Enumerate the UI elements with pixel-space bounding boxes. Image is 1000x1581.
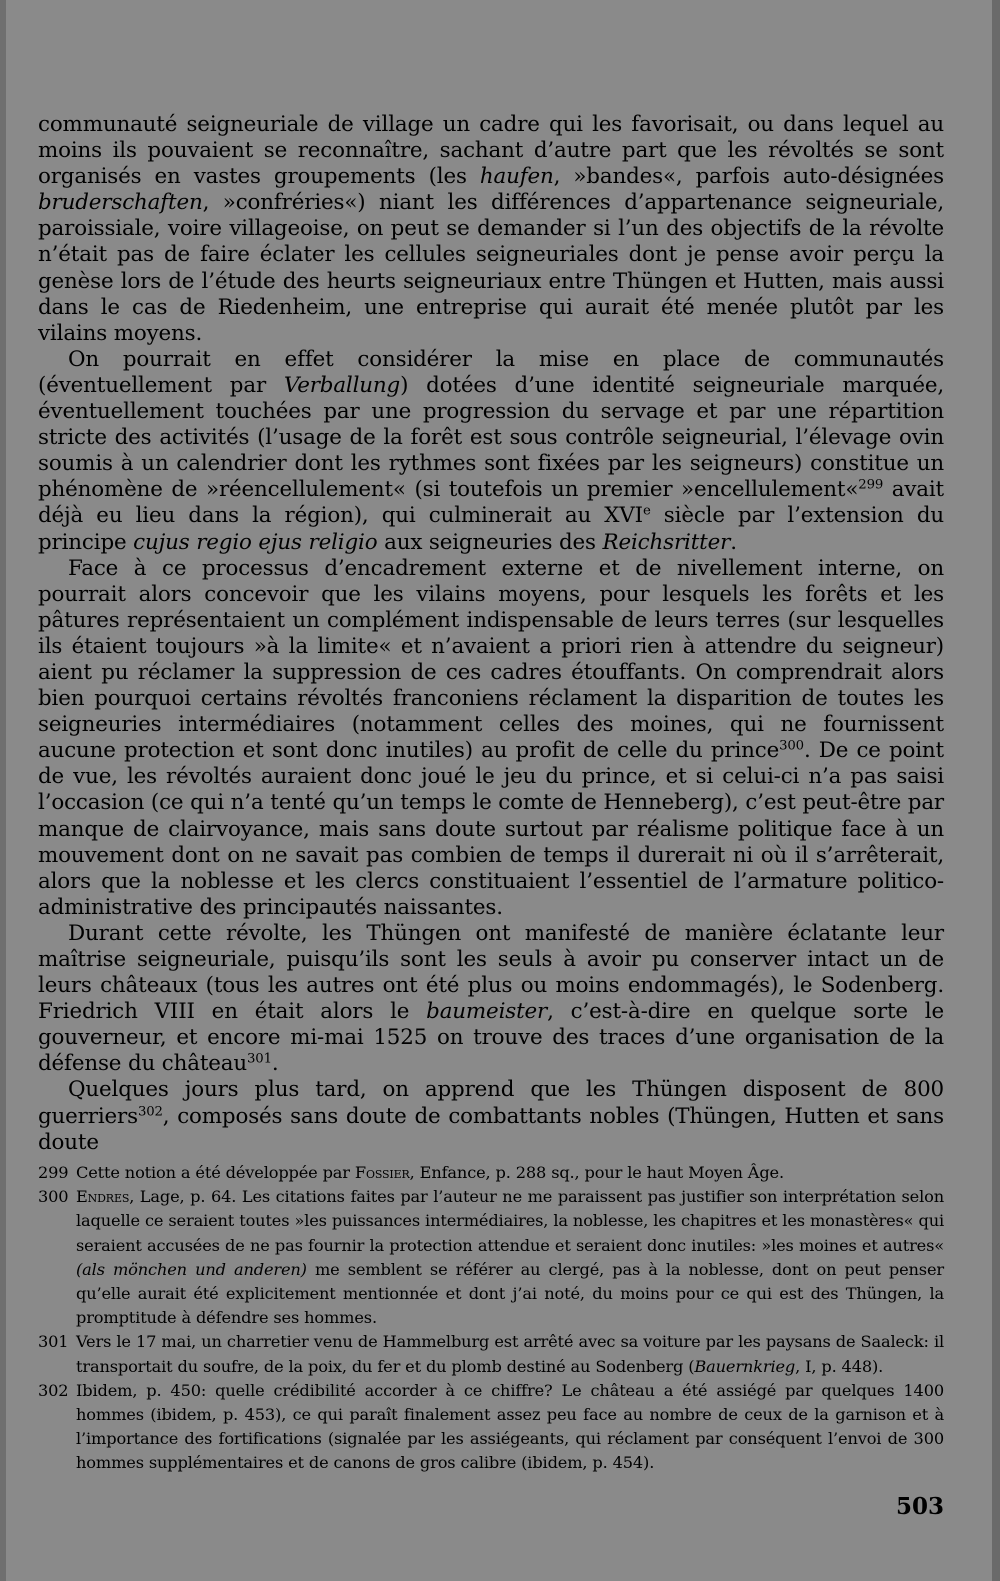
text-run: , composés sans doute de combattants nobles (Thüngen, Hutten et sans doute: [38, 1103, 944, 1155]
text-run: , c’est-à-dire en quelque sorte le gouverneur, et encore mi-mai 1525 on trouve des traces d’une organisation de la défense du château: [38, 999, 944, 1077]
text-run: On pourrait en effet considérer la mise en place de communautés (éventuellement par: [38, 346, 944, 398]
text-run: communauté seigneuriale de village un cadre qui les favorisait, ou dans lequel au moins ils pouvaient se reconnaître, sachant d’autre part que les révoltés se sont organisés en vastes groupements (les: [38, 112, 944, 190]
footnote-299: [38, 1161, 944, 1185]
footnote-text: Ibidem, p. 450: quelle crédibilité accorder à ce chiffre? Le château a été assiégé par quelques 1400 hommes (ibidem, p. 453), ce qui paraît finalement assez peu face au nombre de ceux de la garnison et à l’importance des fortifications (signalée par les assiégeants, qui réclament par conséquent l’envoi de 300 hommes supplémentaires et de canons de gros calibre (ibidem, p. 454).: [76, 1380, 944, 1473]
footnote-301: [38, 1330, 944, 1378]
paragraph-4: [38, 921, 944, 1078]
text-run: me semblent se référer au clergé, pas à la noblesse, dont on peut penser qu’elle aurait été explicitement mentionnée et dont j’ai noté, du moins pour ce qui est des Thüngen, la promptitude à défendre ses hommes.: [76, 1259, 944, 1328]
paragraph-2: [38, 347, 944, 556]
text-run: Face à ce processus d’encadrement externe et de nivellement interne, on pourrait alors concevoir que les vilains moyens, pour lesquels les forêts et les pâtures représentaient un complément indispensable de leurs terres (sur lesquelles ils étaient toujours »à la limite« et n’avaient a priori rien à attendre du seigneur) aient pu réclamer la suppression de ces cadres étouffants. On comprendrait alors bien pourquoi certains révoltés franconiens réclament la disparition de toutes les seigneuries intermédiaires (notamment celles des moines, qui ne fournissent aucune protection et sont donc inutiles) au profit de celle du prince: [38, 555, 944, 764]
italic-term: baumeister: [426, 999, 548, 1025]
text-run: Vers le 17 mai, un charretier venu de Hammelburg est arrêté avec sa voiture par les paysans de Saaleck: il transportait du soufre, de la poix, du fer et du plomb destiné au Sodenberg (: [76, 1332, 944, 1376]
italic-term: (als mönchen und anderen): [76, 1259, 307, 1279]
text-run: , »confréries«) niant les différences d’appartenance seigneuriale, paroissiale, voire villageoise, on peut se demander si l’un des objectifs de la révolte n’était pas de faire éclater les cellules seigneuriales dont je pense avoir perçu la genèse lors de l’étude des heurts seigneuriaux entre Thüngen et Hutten, mais aussi dans le cas de Riedenheim, une entreprise qui aurait été menée plutôt par les vilains moyens.: [38, 190, 944, 346]
italic-term: Verballung: [283, 372, 401, 398]
footnote-number: 300: [38, 1187, 69, 1207]
italic-term: cujus regio ejus religio: [133, 529, 378, 555]
italic-term: bruderschaften: [38, 190, 203, 216]
footnote-text: [76, 1185, 944, 1330]
author-name: Fossier: [354, 1163, 410, 1182]
paragraph-5: [38, 1077, 944, 1155]
footnote-300: [38, 1185, 944, 1330]
footnote-text: [76, 1161, 944, 1185]
footnotes: [38, 1161, 944, 1476]
italic-term: Bauernkrieg: [694, 1356, 796, 1376]
text-run: . De ce point de vue, les révoltés auraient donc joué le jeu du prince, et si celui-ci n’a pas saisi l’occasion (ce qui n’a tenté qu’un temps le comte de Henneberg), c’est peut-être par manque de clairvoyance, mais sans doute surtout par réalisme politique face à un mouvement dont on ne savait pas combien de temps il durerait ni où il s’arrêterait, alors que la noblesse et les clercs constituaient l’essentiel de l’armature politico-administrative des principautés naissantes.: [38, 738, 944, 920]
text-run: , Lage, p. 64. Les citations faites par l’auteur ne me paraissent pas justifier son interprétation selon laquelle ce seraient toutes »les puissances intermédiaires, la noblesse, les chapitres et les monastères« qui seraient accusées de ne pas fournir la protection attendue et seraient donc inutiles: »les moines et autres«: [76, 1187, 944, 1255]
page-left-edge: [0, 0, 6, 1581]
text-run: , Enfance, p. 288 sq., pour le haut Moyen Âge.: [409, 1163, 784, 1182]
footnote-ref-299[interactable]: 299: [858, 477, 884, 493]
page-number: 503: [895, 1493, 944, 1520]
paragraph-1: [38, 112, 944, 347]
text-run: ) dotées d’une identité seigneuriale marquée, éventuellement touchées par une progression du servage et par une répartition stricte des activités (l’usage de la forêt est sous contrôle seigneurial, l’élevage ovin soumis à un calendrier dont les rythmes sont fixées par les seigneurs) constitue un phénomène de »réencellulement« (si toutefois un premier »encellulement«: [38, 372, 944, 503]
italic-term: Reichsritter: [602, 529, 731, 555]
author-name: Endres: [76, 1187, 130, 1207]
footnote-number: 302: [38, 1380, 69, 1400]
text-run: , I, p. 448).: [795, 1356, 884, 1376]
text-run: .: [730, 529, 737, 555]
text-run: .: [271, 1051, 279, 1077]
text-run: Durant cette révolte, les Thüngen ont manifesté de manière éclatante leur maîtrise seigneuriale, puisqu’ils sont les seuls à avoir pu conserver intact un de leurs châteaux (tous les autres ont été plus ou moins endommagés), le Sodenberg. Friedrich VIII en était alors le: [38, 920, 944, 1025]
italic-term: haufen: [479, 164, 554, 190]
superscript: e: [642, 503, 651, 519]
body-text: [38, 112, 944, 1156]
footnote-ref-301[interactable]: 301: [247, 1051, 272, 1067]
text-run: aux seigneuries des: [377, 529, 603, 555]
footnote-ref-300[interactable]: 300: [779, 738, 804, 754]
footnote-number: 299: [38, 1163, 69, 1182]
footnote-ref-302[interactable]: 302: [137, 1103, 163, 1119]
text-run: avait déjà eu lieu dans la région), qui culminerait au XVI: [38, 477, 944, 529]
text-run: siècle par l’extension du principe: [38, 503, 944, 555]
page-right-edge: [992, 0, 1000, 1581]
text-run: Cette notion a été développée par: [76, 1163, 355, 1182]
text-run: , »bandes«, parfois auto-désignées: [553, 164, 944, 190]
paragraph-3: [38, 556, 944, 921]
footnote-text: [76, 1330, 944, 1378]
footnote-302: [38, 1379, 944, 1476]
footnote-number: 301: [38, 1332, 69, 1352]
text-run: Quelques jours plus tard, on apprend que les Thüngen disposent de 800 guerriers: [38, 1077, 944, 1129]
